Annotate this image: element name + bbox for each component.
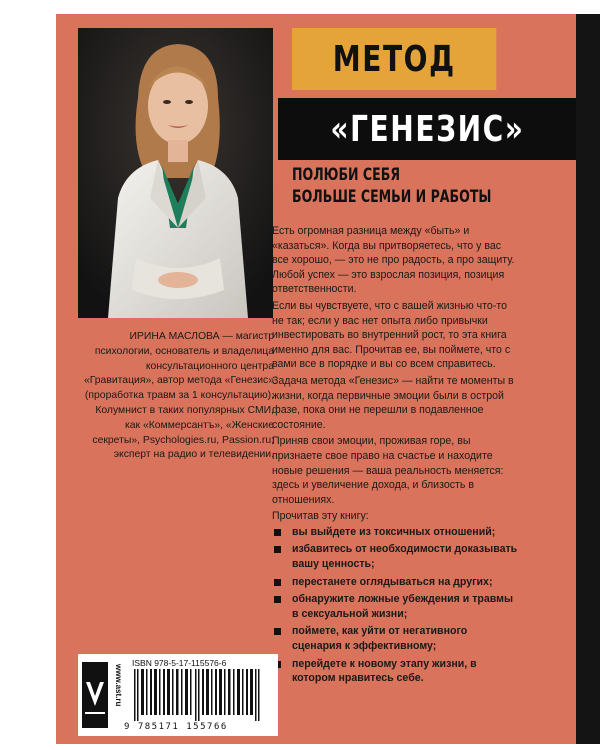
isbn-text: ISBN 978-5-17-115576-6 bbox=[132, 658, 227, 668]
square-bullet-icon bbox=[274, 579, 281, 586]
list-item: избавитесь от необходимости доказывать вашу ценность; bbox=[272, 542, 518, 571]
subtitle-line-2: БОЛЬШЕ СЕМЬИ И РАБОТЫ bbox=[292, 187, 492, 207]
subtitle-line-1: ПОЛЮБИ СЕБЯ bbox=[292, 165, 401, 185]
title-line-1: МЕТОД bbox=[292, 28, 496, 90]
barcode-bars bbox=[132, 669, 272, 721]
list-item: обнаружите ложные убеждения и травмы в сексуальной жизни; bbox=[272, 592, 518, 621]
title-line-2-text: «ГЕНЕЗИС» bbox=[329, 108, 525, 150]
paragraph: Если вы чувствуете, что с вашей жизнью что-то не так; если у вас нет опыта либо привычки инвестировать во внутренний рост, то эта книга именно для вас. Прочитав ее, вы поймете, что с вами все в порядке и вы со всем справитесь. bbox=[272, 299, 511, 371]
paragraph: Есть огромная разница между «быть» и «казаться». Когда вы притворяетесь, что у вас все хорошо, — это не про радость, а про защиту. Любой успех — это взрослая позиция, позиция ответственности. bbox=[272, 225, 515, 296]
author-bio: ИРИНА МАСЛОВА — магистр психологии, основатель и владелица консультационного центра «Гравитация», автор метода «Генезис» (проработка травм за 1 консультацию). Колумнист в таких популярных СМИ, как «Коммерсантъ», «Женские секреты», Psychologies.ru, Passion.ru; эксперт на радио и телевидении. bbox=[83, 331, 274, 461]
square-bullet-icon bbox=[274, 628, 281, 635]
list-item: поймете, как уйти от негативного сценария к эффективному; bbox=[272, 624, 518, 653]
book-spine-edge bbox=[576, 14, 600, 744]
description-text bbox=[272, 224, 518, 689]
list-item: вы выйдете из токсичных отношений; bbox=[272, 525, 518, 540]
paragraph: Приняв свои эмоции, проживая горе, вы признаете свое право на счастье и находите новые решения — ваша реальность меняется: здесь и увеличение дохода, и близость в отношениях. bbox=[272, 435, 504, 506]
author-photo bbox=[78, 28, 273, 318]
publisher-logo-icon bbox=[82, 662, 108, 728]
square-bullet-icon bbox=[274, 529, 281, 536]
publisher-website: www.ast.ru bbox=[114, 664, 123, 707]
square-bullet-icon bbox=[274, 546, 281, 553]
title-line-2 bbox=[278, 98, 576, 160]
barcode-panel bbox=[78, 654, 278, 736]
book-back-cover bbox=[56, 14, 576, 744]
list-intro: Прочитав эту книгу: bbox=[272, 510, 369, 523]
benefits-list bbox=[272, 525, 518, 686]
square-bullet-icon bbox=[274, 596, 281, 603]
subtitle bbox=[292, 165, 562, 207]
paragraph: Задача метода «Генезис» — найти те моменты в жизни, когда первичные эмоции были в острой фазе, пока они не перешли в подавленное состояние. bbox=[272, 374, 514, 431]
list-item: перейдете к новому этапу жизни, в котором нравитесь себе. bbox=[272, 657, 518, 686]
list-item: перестанете оглядываться на других; bbox=[272, 575, 518, 590]
barcode-digits: 9 785171 155766 bbox=[124, 722, 228, 732]
